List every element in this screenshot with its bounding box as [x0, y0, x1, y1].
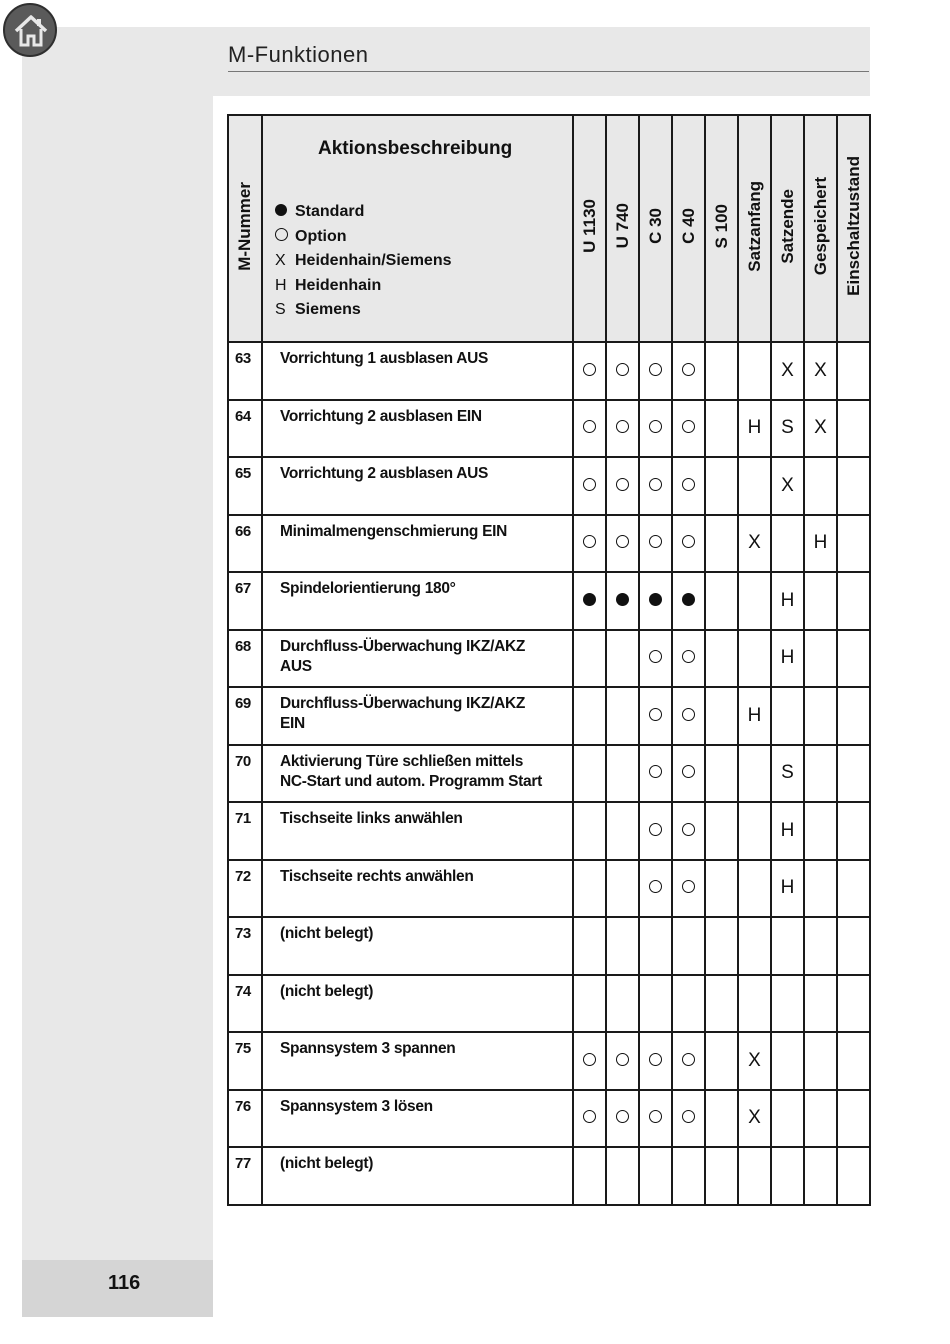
mark-cell	[573, 687, 606, 745]
description-line: Vorrichtung 2 ausblasen EIN	[280, 407, 482, 425]
mark-cell	[672, 1147, 705, 1205]
mark-letter: S	[781, 762, 794, 784]
mark-cell	[606, 975, 639, 1033]
mark-cell	[804, 687, 837, 745]
mark-cell	[771, 572, 804, 630]
description-cell	[262, 1147, 573, 1205]
table-row	[228, 802, 870, 860]
mark-cell	[837, 917, 870, 975]
table-row	[228, 1090, 870, 1148]
description-line: Tischseite links anwählen	[280, 810, 463, 827]
description-line: Aktivierung Türe schließen mittels	[280, 752, 524, 770]
description-cell	[262, 802, 573, 860]
column-header-einschaltzustand: Einschaltzustand	[837, 115, 870, 342]
column-header-satzende: Satzende	[771, 115, 804, 342]
mark-cell	[705, 457, 738, 515]
mark-cell	[738, 457, 771, 515]
standard-dot-icon	[649, 593, 662, 606]
mark-cell	[837, 687, 870, 745]
mark-cell	[771, 687, 804, 745]
option-circle-icon	[616, 363, 629, 376]
mark-cell	[837, 745, 870, 803]
mark-cell	[804, 860, 837, 918]
mark-cell	[837, 400, 870, 458]
legend-item: X Heidenhain/Siemens	[275, 252, 452, 269]
mark-cell	[639, 630, 672, 688]
mark-cell	[573, 630, 606, 688]
description-cell	[262, 1090, 573, 1148]
mark-cell	[672, 802, 705, 860]
option-circle-icon	[649, 420, 662, 433]
mark-cell	[771, 630, 804, 688]
mark-letter: X	[814, 417, 827, 439]
mark-cell	[738, 745, 771, 803]
description-cell	[262, 745, 573, 803]
mark-letter: X	[748, 1107, 761, 1129]
description-header	[262, 115, 573, 342]
column-header-u1130: U 1130	[573, 115, 606, 342]
m-number-cell: 64	[228, 400, 262, 458]
mark-cell	[771, 1147, 804, 1205]
mark-cell	[804, 802, 837, 860]
description-cell	[262, 515, 573, 573]
mark-cell	[738, 630, 771, 688]
mark-cell	[771, 917, 804, 975]
mark-cell	[573, 457, 606, 515]
option-circle-icon	[682, 420, 695, 433]
mark-cell	[639, 860, 672, 918]
mark-letter: X	[781, 474, 794, 496]
mark-cell	[771, 1090, 804, 1148]
mark-cell	[771, 342, 804, 400]
mark-cell	[804, 1147, 837, 1205]
filled-dot-icon	[275, 204, 287, 216]
m-number-cell: 74	[228, 975, 262, 1033]
m-number-cell: 69	[228, 687, 262, 745]
option-circle-icon	[649, 823, 662, 836]
description-line: Durchfluss-Überwachung IKZ/AKZ	[280, 695, 526, 712]
table-row	[228, 342, 870, 400]
m-functions-table	[227, 114, 871, 1206]
column-header-u740: U 740	[606, 115, 639, 342]
mark-cell	[771, 802, 804, 860]
mark-letter: X	[814, 359, 827, 381]
mark-cell	[804, 342, 837, 400]
option-circle-icon	[682, 708, 695, 721]
m-number-header-label: M-Nummer	[235, 181, 254, 271]
mark-cell	[672, 1090, 705, 1148]
option-circle-icon	[616, 1110, 629, 1123]
mark-cell	[705, 860, 738, 918]
table-body	[228, 342, 870, 1205]
description-line: (nicht belegt)	[280, 925, 374, 942]
mark-cell	[837, 1090, 870, 1148]
standard-dot-icon	[682, 593, 695, 606]
description-cell	[262, 975, 573, 1033]
mark-cell	[837, 630, 870, 688]
table-row	[228, 975, 870, 1033]
mark-cell	[738, 400, 771, 458]
m-number-cell: 71	[228, 802, 262, 860]
mark-cell	[804, 917, 837, 975]
description-line: Durchfluss-Überwachung IKZ/AKZ	[280, 637, 526, 655]
title-divider	[228, 71, 869, 72]
description-line: Spannsystem 3 spannen	[280, 1040, 456, 1057]
mark-cell	[672, 457, 705, 515]
mark-cell	[639, 1032, 672, 1090]
mark-letter: X	[781, 359, 794, 381]
option-circle-icon	[649, 1053, 662, 1066]
table-row	[228, 515, 870, 573]
column-header-gespeichert: Gespeichert	[804, 115, 837, 342]
mark-cell	[639, 917, 672, 975]
mark-cell	[771, 457, 804, 515]
table-row	[228, 687, 870, 745]
mark-letter: X	[748, 532, 761, 554]
mark-cell	[573, 802, 606, 860]
m-number-cell: 67	[228, 572, 262, 630]
option-circle-icon	[682, 1053, 695, 1066]
home-button[interactable]	[3, 3, 57, 57]
mark-cell	[771, 400, 804, 458]
column-header-s100: S 100	[705, 115, 738, 342]
option-circle-icon	[649, 363, 662, 376]
mark-cell	[804, 572, 837, 630]
option-circle-icon	[583, 478, 596, 491]
table-row	[228, 1032, 870, 1090]
mark-cell	[804, 1090, 837, 1148]
mark-cell	[672, 342, 705, 400]
mark-cell	[837, 1032, 870, 1090]
table-header-row	[228, 115, 870, 342]
description-line: Spindelorientierung 180°	[280, 580, 456, 597]
mark-cell	[573, 1147, 606, 1205]
mark-cell	[606, 802, 639, 860]
mark-cell	[639, 802, 672, 860]
mark-cell	[639, 975, 672, 1033]
mark-cell	[738, 515, 771, 573]
option-circle-icon	[616, 420, 629, 433]
option-circle-icon	[682, 535, 695, 548]
mark-cell	[672, 975, 705, 1033]
mark-letter: H	[780, 589, 795, 611]
description-cell	[262, 400, 573, 458]
mark-cell	[606, 457, 639, 515]
description-line: Vorrichtung 2 ausblasen AUS	[280, 465, 489, 482]
description-line: Minimalmengenschmierung EIN	[280, 522, 508, 540]
table-row	[228, 917, 870, 975]
mark-cell	[606, 860, 639, 918]
m-number-cell: 76	[228, 1090, 262, 1148]
option-circle-icon	[583, 1110, 596, 1123]
mark-cell	[573, 400, 606, 458]
description-line: (nicht belegt)	[280, 982, 374, 1000]
mark-cell	[705, 745, 738, 803]
m-number-cell: 66	[228, 515, 262, 573]
open-circle-icon	[275, 228, 288, 241]
mark-cell	[804, 1032, 837, 1090]
mark-cell	[639, 457, 672, 515]
mark-cell	[771, 745, 804, 803]
mark-cell	[606, 342, 639, 400]
mark-cell	[738, 860, 771, 918]
mark-letter: H	[780, 877, 795, 899]
mark-cell	[606, 630, 639, 688]
mark-cell	[804, 400, 837, 458]
mark-cell	[738, 975, 771, 1033]
mark-cell	[639, 572, 672, 630]
option-circle-icon	[583, 535, 596, 548]
m-number-cell: 68	[228, 630, 262, 688]
mark-cell	[639, 687, 672, 745]
mark-cell	[771, 515, 804, 573]
description-title: Aktionsbeschreibung	[318, 138, 513, 159]
mark-cell	[738, 342, 771, 400]
standard-dot-icon	[616, 593, 629, 606]
option-circle-icon	[682, 650, 695, 663]
mark-cell	[837, 572, 870, 630]
mark-cell	[804, 975, 837, 1033]
mark-letter: S	[781, 417, 794, 439]
mark-cell	[606, 572, 639, 630]
option-circle-icon	[616, 1053, 629, 1066]
mark-cell	[573, 1090, 606, 1148]
m-number-cell: 65	[228, 457, 262, 515]
description-cell	[262, 572, 573, 630]
mark-cell	[804, 630, 837, 688]
mark-cell	[837, 975, 870, 1033]
mark-cell	[738, 687, 771, 745]
legend-item: Standard	[275, 200, 452, 225]
mark-cell	[705, 687, 738, 745]
mark-letter: H	[780, 647, 795, 669]
table-row	[228, 572, 870, 630]
mark-cell	[606, 515, 639, 573]
option-circle-icon	[682, 478, 695, 491]
mark-cell	[606, 745, 639, 803]
table-row	[228, 457, 870, 515]
description-cell	[262, 342, 573, 400]
description-line: Vorrichtung 1 ausblasen AUS	[280, 350, 489, 367]
mark-cell	[837, 1147, 870, 1205]
home-icon	[12, 12, 50, 50]
description-line: Tischseite rechts anwählen	[280, 867, 474, 885]
mark-cell	[771, 860, 804, 918]
mark-cell	[639, 400, 672, 458]
option-circle-icon	[649, 1110, 662, 1123]
option-circle-icon	[682, 363, 695, 376]
mark-cell	[738, 1147, 771, 1205]
mark-cell	[837, 457, 870, 515]
mark-cell	[573, 572, 606, 630]
mark-cell	[606, 687, 639, 745]
mark-cell	[705, 572, 738, 630]
mark-cell	[705, 1032, 738, 1090]
side-bar	[22, 27, 213, 1317]
mark-cell	[639, 1090, 672, 1148]
standard-dot-icon	[583, 593, 596, 606]
mark-cell	[705, 342, 738, 400]
mark-cell	[573, 860, 606, 918]
mark-cell	[672, 572, 705, 630]
mark-cell	[606, 917, 639, 975]
mark-cell	[672, 515, 705, 573]
mark-cell	[771, 1032, 804, 1090]
table-row	[228, 1147, 870, 1205]
mark-cell	[672, 917, 705, 975]
mark-cell	[705, 515, 738, 573]
mark-cell	[837, 860, 870, 918]
mark-cell	[573, 975, 606, 1033]
option-circle-icon	[583, 420, 596, 433]
mark-cell	[804, 745, 837, 803]
description-cell	[262, 630, 573, 688]
legend	[275, 200, 452, 323]
option-circle-icon	[616, 478, 629, 491]
mark-cell	[672, 400, 705, 458]
mark-cell	[705, 400, 738, 458]
mark-cell	[672, 745, 705, 803]
mark-cell	[573, 745, 606, 803]
column-header-c30: C 30	[639, 115, 672, 342]
mark-cell	[738, 1032, 771, 1090]
description-line: AUS	[280, 657, 312, 675]
mark-letter: H	[780, 819, 795, 841]
mark-cell	[738, 802, 771, 860]
mark-cell	[672, 1032, 705, 1090]
description-line: NC-Start und autom. Programm Start	[280, 772, 542, 790]
table-row	[228, 860, 870, 918]
option-circle-icon	[682, 823, 695, 836]
mark-letter: H	[813, 532, 828, 554]
mark-cell	[573, 1032, 606, 1090]
page-title: M-Funktionen	[228, 42, 369, 67]
mark-cell	[639, 1147, 672, 1205]
m-number-cell: 75	[228, 1032, 262, 1090]
mark-cell	[672, 860, 705, 918]
m-number-cell: 70	[228, 745, 262, 803]
option-circle-icon	[649, 765, 662, 778]
description-cell	[262, 457, 573, 515]
option-circle-icon	[649, 650, 662, 663]
legend-item: S Siemens	[275, 301, 361, 318]
description-line: (nicht belegt)	[280, 1155, 374, 1172]
column-header-satzanfang: Satzanfang	[738, 115, 771, 342]
table-row	[228, 745, 870, 803]
mark-cell	[837, 342, 870, 400]
mark-cell	[804, 515, 837, 573]
option-circle-icon	[649, 708, 662, 721]
mark-cell	[606, 1147, 639, 1205]
option-circle-icon	[649, 478, 662, 491]
mark-cell	[672, 630, 705, 688]
mark-cell	[606, 400, 639, 458]
table-row	[228, 400, 870, 458]
mark-cell	[738, 917, 771, 975]
m-number-cell: 63	[228, 342, 262, 400]
mark-cell	[672, 687, 705, 745]
mark-cell	[705, 1090, 738, 1148]
option-circle-icon	[682, 880, 695, 893]
description-line: Spannsystem 3 lösen	[280, 1097, 433, 1115]
mark-cell	[573, 342, 606, 400]
mark-cell	[837, 802, 870, 860]
mark-cell	[705, 630, 738, 688]
description-line: EIN	[280, 715, 305, 732]
mark-cell	[705, 917, 738, 975]
description-cell	[262, 687, 573, 745]
mark-cell	[639, 745, 672, 803]
table-row	[228, 630, 870, 688]
mark-letter: H	[747, 704, 762, 726]
mark-cell	[804, 457, 837, 515]
mark-cell	[771, 975, 804, 1033]
mark-cell	[837, 515, 870, 573]
option-circle-icon	[583, 363, 596, 376]
mark-cell	[573, 515, 606, 573]
option-circle-icon	[616, 535, 629, 548]
mark-cell	[606, 1032, 639, 1090]
option-circle-icon	[649, 535, 662, 548]
mark-cell	[705, 802, 738, 860]
mark-letter: H	[747, 417, 762, 439]
legend-item: Option	[275, 225, 452, 250]
mark-letter: X	[748, 1049, 761, 1071]
mark-cell	[738, 1090, 771, 1148]
m-number-cell: 77	[228, 1147, 262, 1205]
mark-cell	[705, 1147, 738, 1205]
mark-cell	[738, 572, 771, 630]
option-circle-icon	[682, 1110, 695, 1123]
mark-cell	[639, 515, 672, 573]
option-circle-icon	[649, 880, 662, 893]
description-cell	[262, 860, 573, 918]
option-circle-icon	[583, 1053, 596, 1066]
page-number: 116	[108, 1272, 141, 1294]
description-cell	[262, 917, 573, 975]
m-number-header	[228, 115, 262, 342]
m-number-cell: 72	[228, 860, 262, 918]
mark-cell	[573, 917, 606, 975]
mark-cell	[705, 975, 738, 1033]
description-cell	[262, 1032, 573, 1090]
legend-item: H Heidenhain	[275, 276, 382, 294]
column-header-c40: C 40	[672, 115, 705, 342]
option-circle-icon	[682, 765, 695, 778]
mark-cell	[639, 342, 672, 400]
m-number-cell: 73	[228, 917, 262, 975]
mark-cell	[606, 1090, 639, 1148]
